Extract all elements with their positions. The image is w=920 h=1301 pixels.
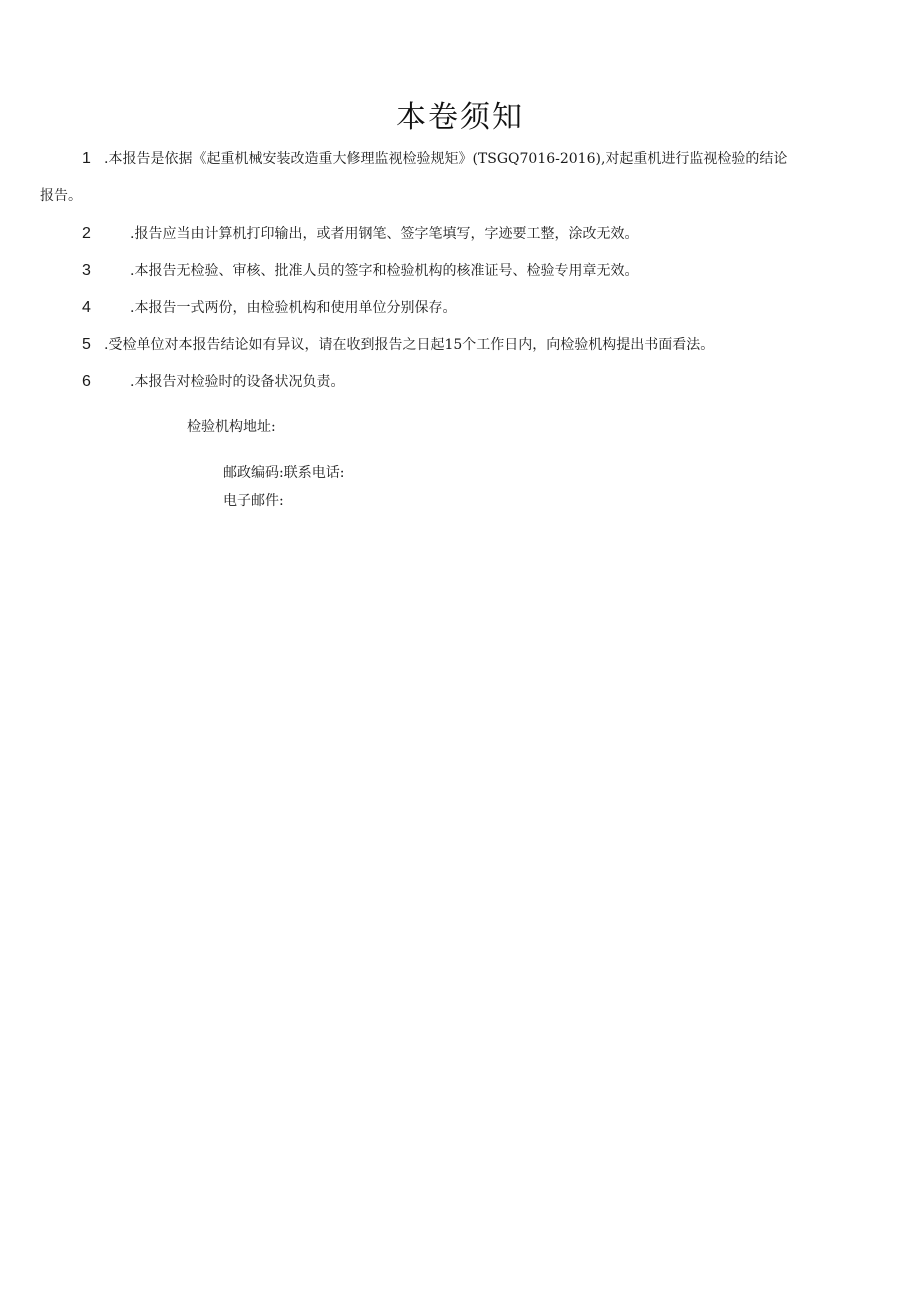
- item-number: 3: [82, 262, 91, 279]
- email-label: 电子邮件:: [223, 493, 284, 509]
- item-number: 5: [82, 336, 91, 353]
- postal-phone-label: 邮政编码:联系电话:: [223, 465, 345, 481]
- item-number: 4: [82, 299, 91, 316]
- item-text: .本报告是依据《起重机械安装改造重大修理监视检验规矩》(TSGQ7016-2016),对起重机进行监视检验的结论: [104, 151, 788, 167]
- item-text: .本报告对检验时的设备状况负责。: [130, 374, 345, 390]
- notice-item-4: [82, 299, 456, 317]
- item-text: .报告应当由计算机打印输出，或者用钢笔、签字笔填写，字迹要工整，涂改无效。: [130, 226, 639, 242]
- notice-item-5: [82, 336, 714, 354]
- item-number: 6: [82, 373, 91, 390]
- notice-item-2: [82, 225, 638, 243]
- notice-item-6: [82, 373, 344, 391]
- item-text: .受检单位对本报告结论如有异议，请在收到报告之日起15个工作日内，向检验机构提出书面看法。: [104, 337, 715, 353]
- item-text: 报告。: [40, 188, 82, 204]
- item-text: .本报告无检验、审核、批准人员的签字和检验机构的核准证号、检验专用章无效。: [130, 263, 639, 279]
- notice-item-1-continuation: [40, 187, 82, 205]
- item-number: 2: [82, 225, 91, 242]
- page-title: 本卷须知: [396, 100, 524, 135]
- notice-item-1: [82, 150, 787, 168]
- address-label: 检验机构地址:: [187, 419, 276, 435]
- item-number: 1: [82, 150, 91, 167]
- item-text: .本报告一式两份，由检验机构和使用单位分别保存。: [130, 300, 457, 316]
- notice-item-3: [82, 262, 638, 280]
